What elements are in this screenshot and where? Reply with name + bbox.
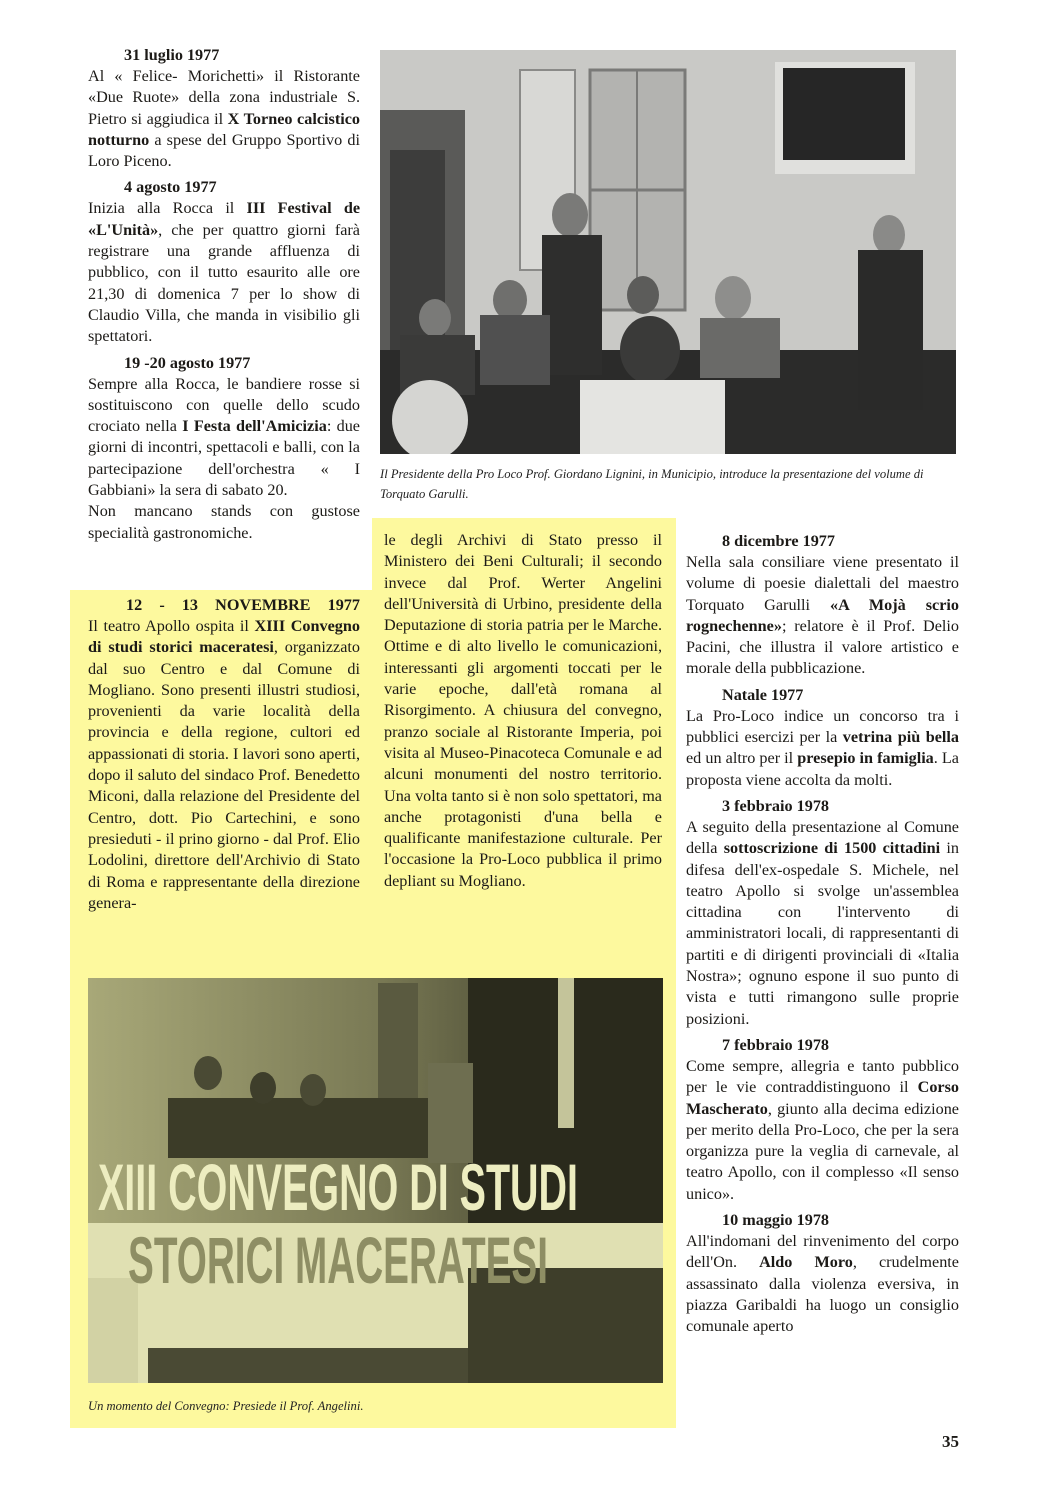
entry-text: La Pro-Loco indice un concorso tra i pubblici esercizi per la vetrina più bella ed un altro per il presepio in famiglia. La proposta viene accolta da molti.	[686, 706, 960, 789]
right-column	[686, 530, 959, 1338]
page-number: 35	[942, 1432, 959, 1451]
convegno-photo-illustration	[88, 978, 663, 1383]
left-column	[88, 44, 360, 544]
entry-text: All'indomani del rinvenimento del corpo dell'On. Aldo Moro, crudelmente assassinato dalla violenza eversiva, in piazza Garibaldi ha luogo un consiglio comunale aperto	[686, 1232, 959, 1336]
entry-date: Natale 1977	[722, 685, 804, 704]
convegno-photo-caption: Un momento del Convegno: Presiede il Prof. Angelini.	[88, 1399, 364, 1413]
entry-date: 7 febbraio 1978	[722, 1035, 830, 1054]
top-photo-caption: Il Presidente della Pro Loco Prof. Giordano Lignini, in Municipio, introduce la presentazione del volume di Torquato Garulli.	[380, 467, 924, 501]
entry-date: 3 febbraio 1978	[722, 796, 830, 815]
entry-text: Sempre alla Rocca, le bandiere rosse si sostituiscono con quelle dello scudo crociato nella I Festa dell'Amicizia: due giorni di incontri, spettacoli e balli, con la partecipazione dell'orchestra « I Gabbiani» la sera di sabato 20.	[88, 374, 360, 500]
entry-text: Nella sala consiliare viene presentato il volume di poesie dialettali del maestro Torquato Garulli «A Mojà scrio rognechenne»; relatore è il Prof. Delio Pacini, che illustra il valore artistico e morale della pubblicazione.	[686, 553, 959, 678]
highlight-continuation-text: le degli Archivi di Stato presso il Ministero dei Beni Culturali; il secondo invece dal Prof. Werter Angelini dell'Università di Urbino, presidente della Deputazione di storia patria per le Marche. Ottime e di alto livello le comunicazioni, interessanti gli argomenti toccati per le varie epoche, dall'età romana al Risorgimento. A chiusura del convegno, pranzo sociale al Ristorante Imperia, poi visita al Museo-Pinacoteca Comunale e ad alcuni monumenti del nostro territorio. Una volta tanto si è non solo spettatori, ma anche protagonisti d'una bella e qualificante manifestazione culturale. Per l'occasione la Pro-Loco pubblica il primo depliant su Mogliano.	[384, 531, 662, 890]
top-photo	[380, 50, 956, 454]
highlight-date: 12 - 13 NOVEMBRE 1977	[126, 596, 360, 614]
entry-text: Al « Felice- Morichetti» il Ristorante «Due Ruote» della zona industriale S. Pietro si aggiudica il X Torneo calcistico notturno a spese del Gruppo Sportivo di Loro Piceno.	[88, 67, 360, 171]
highlight-article	[88, 594, 360, 914]
entry-text-extra: Non mancano stands con gustose specialità gastronomiche.	[88, 502, 360, 542]
entry-date: 19 -20 agosto 1977	[124, 353, 251, 372]
banner-line-2: STORICI MACERATESI	[128, 1223, 548, 1297]
entry-date: 4 agosto 1977	[124, 178, 217, 197]
convegno-photo	[88, 978, 663, 1383]
entry-text: Inizia alla Rocca il III Festival de «L'Unità», che per quattro giorni farà registrare una grande affluenza di pubblico, con il tutto esaurito alle ore 21,30 di domenica 7 per lo show di Claudio Villa, che manda in visibilio gli spettatori.	[88, 199, 360, 346]
entry-date: 31 luglio 1977	[124, 46, 220, 64]
highlight-text: Il teatro Apollo ospita il XIII Convegno di studi storici maceratesi, organizzato dal suo Centro e dal Comune di Mogliano. Sono presenti illustri studiosi, provenienti da varie località della provincia e della regione, cultori ed appassionati di storia. I lavori sono aperti, dopo il saluto del sindaco Prof. Benedetto Miconi, dalla relazione del Presidente del Centro, dott. Pio Cartechini, e sono presieduti - il prino giorno - dal Prof. Elio Lodolini, direttore dell'Archivio di Stato di Roma e rappresentante della direzione genera-	[88, 617, 360, 912]
meeting-photo-illustration	[380, 50, 956, 454]
banner-line-1: XIII CONVEGNO DI STUDI	[98, 1150, 578, 1224]
highlight-article-continuation	[384, 530, 662, 892]
entry-date: 10 maggio 1978	[722, 1211, 830, 1230]
entry-text: Come sempre, allegria e tanto pubblico per le vie contraddistinguono il Corso Mascherato, giunto alla decima edizione per merito della Pro-Loco, che per la sera organizza pure la veglia di carnevale, al teatro Apollo, con il complesso «Il senso unico».	[686, 1056, 959, 1203]
entry-date: 8 dicembre 1977	[722, 532, 835, 550]
entry-text: A seguito della presentazione al Comune della sottoscrizione di 1500 cittadini in difesa dell'ex-ospedale S. Michele, nel teatro Apollo si svolge un'assemblea cittadina con l'intervento di amministratori locali, di rappresentanti di partiti e di dirigenti provinciali di «Italia Nostra»; ognuno espone il suo punto di vista e tutti rimangono sulle proprie posizioni.	[686, 817, 959, 1028]
